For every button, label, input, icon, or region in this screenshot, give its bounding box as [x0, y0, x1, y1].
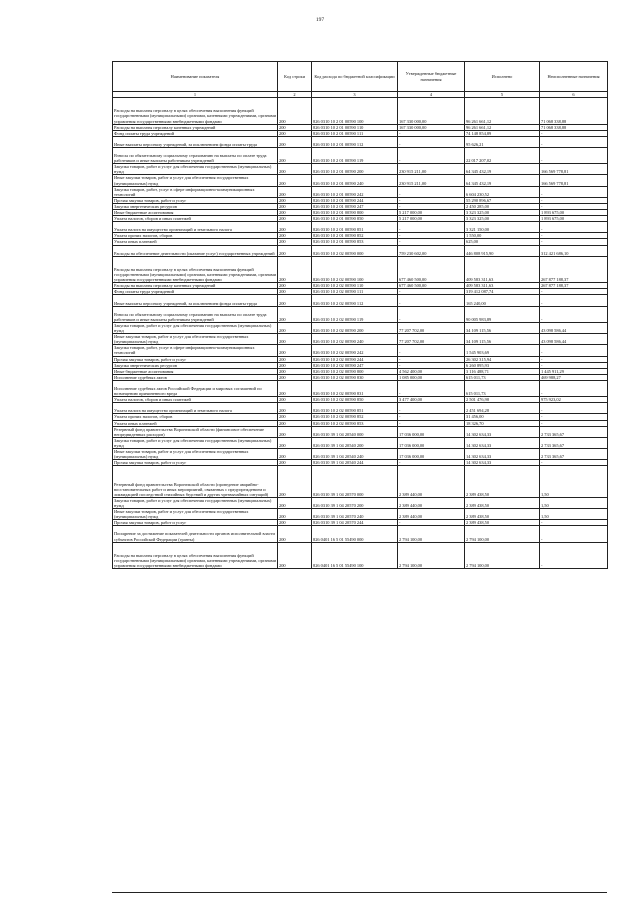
- budget-code-cell: 826 0310 39 1 04 20570 244: [312, 520, 398, 526]
- executed-amount-cell: 3 116 488,71: [465, 368, 540, 374]
- line-code-cell: 200: [278, 136, 312, 147]
- table-row: [113, 164, 608, 175]
- unexecuted-amount-cell: -: [540, 136, 608, 147]
- budget-code-cell: 826 0310 10 2 02 00590 000: [312, 245, 398, 256]
- indicator-name-cell: Расходы на выплаты персоналу в целях обеспечения выполнения функций государственными (муниципальными) органами, казенными учреждениями, органами управления государственными внебюджетными фондами: [113, 256, 278, 283]
- table-row: [113, 380, 608, 396]
- line-code-cell: 200: [278, 466, 312, 498]
- indicator-name-cell: Уплата иных платежей: [113, 239, 278, 245]
- indicator-name-cell: Иные закупки товаров, работ и услуг для обеспечения государственных (муниципальных) нужд: [113, 175, 278, 186]
- approved-amount-cell: 17 036 000,00: [398, 426, 465, 437]
- table-row: [113, 222, 608, 233]
- executed-amount-cell: 409 583 311,63: [465, 256, 540, 283]
- budget-code-cell: 826 0310 10 2 01 00590 242: [312, 186, 398, 197]
- executed-amount-cell: 2 389 438,50: [465, 466, 540, 498]
- approved-amount-cell: -: [398, 356, 465, 362]
- approved-amount-cell: 17 036 000,00: [398, 449, 465, 460]
- table-row: [113, 147, 608, 163]
- unexecuted-amount-cell: -: [540, 542, 608, 569]
- line-code-cell: 200: [278, 222, 312, 233]
- line-code-cell: 200: [278, 374, 312, 380]
- approved-amount-cell: 77 207 702,00: [398, 334, 465, 345]
- approved-amount-cell: 3 477 400,00: [398, 397, 465, 403]
- approved-amount-cell: 2 389 440,00: [398, 509, 465, 520]
- line-code-cell: 200: [278, 397, 312, 403]
- approved-amount-cell: 77 207 702,00: [398, 322, 465, 333]
- budget-code-cell: 826 0310 10 2 02 00590 100: [312, 256, 398, 283]
- indicator-name-cell: Иные закупки товаров, работ и услуг для обеспечения государственных (муниципальных) нужд: [113, 509, 278, 520]
- executed-amount-cell: 2 451 694,28: [465, 403, 540, 414]
- line-code-cell: 200: [278, 306, 312, 322]
- table-row: [113, 426, 608, 437]
- approved-amount-cell: 167 330 000,00: [398, 124, 465, 130]
- indicator-name-cell: Исполнение судебных актов Российской Федерации и мировых соглашений по возмещению причиненного вреда: [113, 380, 278, 396]
- indicator-name-cell: Расходы на выплаты персоналу в целях обеспечения выполнения функций государственными (муниципальными) органами, казенными учреждениями, органами управления государственными внебюджетными фондами: [113, 542, 278, 569]
- executed-amount-cell: 2 794 100,00: [465, 542, 540, 569]
- column-number: 3: [312, 92, 398, 98]
- executed-amount-cell: 34 109 115,56: [465, 334, 540, 345]
- approved-amount-cell: 230 915 211,00: [398, 175, 465, 186]
- unexecuted-amount-cell: 2 733 365,67: [540, 449, 608, 460]
- budget-code-cell: 826 0310 10 2 02 00590 240: [312, 334, 398, 345]
- unexecuted-amount-cell: -: [540, 414, 608, 420]
- budget-code-cell: 826 0401 16 5 01 55490 100: [312, 542, 398, 569]
- executed-amount-cell: 18 326,70: [465, 420, 540, 426]
- column-number: 6: [540, 92, 608, 98]
- table-row: [113, 542, 608, 569]
- unexecuted-amount-cell: 71 068 338,88: [540, 98, 608, 125]
- header-budget-code: Код расхода по бюджетной классификации: [312, 62, 398, 92]
- approved-amount-cell: -: [398, 295, 465, 306]
- budget-code-cell: 826 0310 10 2 02 00590 852: [312, 414, 398, 420]
- approved-amount-cell: 1 085 000,00: [398, 374, 465, 380]
- line-code-cell: 200: [278, 233, 312, 239]
- table-row: [113, 175, 608, 186]
- budget-code-cell: 826 0310 10 2 02 00590 244: [312, 356, 398, 362]
- indicator-name-cell: Закупка товаров, работ и услуг для обеспечения государственных (муниципальных) нужд: [113, 437, 278, 448]
- executed-amount-cell: 64 345 432,19: [465, 164, 540, 175]
- line-code-cell: 200: [278, 203, 312, 209]
- budget-code-cell: 826 0310 10 2 01 00590 851: [312, 222, 398, 233]
- column-number: 2: [278, 92, 312, 98]
- line-code-cell: 200: [278, 345, 312, 356]
- table-row: [113, 295, 608, 306]
- indicator-name-cell: Фонд оплаты труда учреждений: [113, 130, 278, 136]
- page-number: 197: [315, 17, 325, 23]
- indicator-name-cell: Иные бюджетные ассигнования: [113, 368, 278, 374]
- indicator-name-cell: Расходы на выплаты персоналу казенных учреждений: [113, 124, 278, 130]
- indicator-name-cell: Прочая закупка товаров, работ и услуг: [113, 197, 278, 203]
- unexecuted-amount-cell: -: [540, 233, 608, 239]
- unexecuted-amount-cell: -: [540, 147, 608, 163]
- unexecuted-amount-cell: -: [540, 186, 608, 197]
- unexecuted-amount-cell: 312 421 686,10: [540, 245, 608, 256]
- line-code-cell: 200: [278, 449, 312, 460]
- table-row: [113, 345, 608, 356]
- unexecuted-amount-cell: -: [540, 356, 608, 362]
- approved-amount-cell: 677 460 500,00: [398, 283, 465, 289]
- budget-code-cell: 826 0310 10 2 02 00590 247: [312, 362, 398, 368]
- header-approved: Утвержденные бюджетные назначения: [398, 62, 465, 92]
- approved-amount-cell: -: [398, 414, 465, 420]
- indicator-name-cell: Резервный фонд правительства Воронежской области (проведение аварийно-восстановительных работ и иных мероприятий, связанных с предупреждением и ликвидацией последствий стихийных бедствий и других чрезвычайных ситуаций): [113, 466, 278, 498]
- unexecuted-amount-cell: 71 068 338,88: [540, 124, 608, 130]
- executed-amount-cell: 14 302 634,33: [465, 460, 540, 466]
- unexecuted-amount-cell: -: [540, 295, 608, 306]
- budget-code-cell: 826 0310 10 2 02 00590 851: [312, 403, 398, 414]
- line-code-cell: 200: [278, 362, 312, 368]
- line-code-cell: 200: [278, 147, 312, 163]
- budget-code-cell: 826 0310 10 2 02 00590 200: [312, 322, 398, 333]
- approved-amount-cell: -: [398, 420, 465, 426]
- budget-code-cell: 826 0310 39 1 04 20540 244: [312, 460, 398, 466]
- budget-code-cell: 826 0310 10 2 01 00590 850: [312, 216, 398, 222]
- budget-code-cell: 826 0310 10 2 02 00590 800: [312, 368, 398, 374]
- unexecuted-amount-cell: -: [540, 345, 608, 356]
- approved-amount-cell: -: [398, 186, 465, 197]
- executed-amount-cell: 1 545 903,69: [465, 345, 540, 356]
- indicator-name-cell: Исполнение судебных актов: [113, 374, 278, 380]
- executed-amount-cell: 446 808 915,90: [465, 245, 540, 256]
- approved-amount-cell: 2 389 440,00: [398, 466, 465, 498]
- executed-amount-cell: 319 412 087,74: [465, 289, 540, 295]
- line-code-cell: 200: [278, 520, 312, 526]
- budget-code-cell: 826 0310 10 2 02 00590 831: [312, 380, 398, 396]
- executed-amount-cell: 14 302 634,33: [465, 449, 540, 460]
- unexecuted-amount-cell: 43 098 586,44: [540, 334, 608, 345]
- line-code-cell: 200: [278, 256, 312, 283]
- line-code-cell: 200: [278, 124, 312, 130]
- approved-amount-cell: -: [398, 403, 465, 414]
- table-row: [113, 497, 608, 508]
- executed-amount-cell: 95 626,21: [465, 136, 540, 147]
- executed-amount-cell: 615 011,73: [465, 380, 540, 396]
- table-row: [113, 256, 608, 283]
- budget-code-cell: 826 0401 16 5 01 55490 000: [312, 526, 398, 542]
- unexecuted-amount-cell: 267 877 188,37: [540, 256, 608, 283]
- executed-amount-cell: 2 389 438,50: [465, 497, 540, 508]
- executed-amount-cell: 165 240,00: [465, 295, 540, 306]
- line-code-cell: 200: [278, 542, 312, 569]
- budget-code-cell: 826 0310 10 2 01 00590 111: [312, 130, 398, 136]
- executed-amount-cell: 2 794 100,00: [465, 526, 540, 542]
- executed-amount-cell: 14 302 634,33: [465, 437, 540, 448]
- unexecuted-amount-cell: -: [540, 289, 608, 295]
- line-code-cell: 200: [278, 239, 312, 245]
- budget-execution-table: [112, 61, 608, 569]
- budget-code-cell: 826 0310 10 2 01 00590 853: [312, 239, 398, 245]
- budget-code-cell: 826 0310 39 1 04 20540 000: [312, 426, 398, 437]
- executed-amount-cell: 26 302 315,94: [465, 356, 540, 362]
- executed-amount-cell: 34 109 115,56: [465, 322, 540, 333]
- indicator-name-cell: Прочая закупка товаров, работ и услуг: [113, 356, 278, 362]
- approved-amount-cell: -: [398, 520, 465, 526]
- unexecuted-amount-cell: 1 893 675,00: [540, 210, 608, 216]
- indicator-name-cell: Взносы по обязательному социальному страхованию на выплаты по оплате труда работников и иные выплаты работникам учреждений: [113, 147, 278, 163]
- executed-amount-cell: 64 345 432,19: [465, 175, 540, 186]
- executed-amount-cell: 6 260 895,93: [465, 362, 540, 368]
- executed-amount-cell: 2 389 438,50: [465, 520, 540, 526]
- line-code-cell: 200: [278, 437, 312, 448]
- unexecuted-amount-cell: -: [540, 197, 608, 203]
- line-code-cell: 200: [278, 380, 312, 396]
- budget-code-cell: 826 0310 39 1 04 20540 240: [312, 449, 398, 460]
- executed-amount-cell: 3 323 325,00: [465, 210, 540, 216]
- executed-amount-cell: 74 148 854,89: [465, 130, 540, 136]
- indicator-name-cell: Уплата налога на имущество организаций и земельного налога: [113, 222, 278, 233]
- line-code-cell: 200: [278, 210, 312, 216]
- approved-amount-cell: -: [398, 197, 465, 203]
- line-code-cell: 200: [278, 295, 312, 306]
- budget-code-cell: 826 0310 10 2 02 00590 111: [312, 289, 398, 295]
- table-row: [113, 322, 608, 333]
- executed-amount-cell: 31 456,00: [465, 414, 540, 420]
- executed-amount-cell: 2 450 285,00: [465, 203, 540, 209]
- indicator-name-cell: Уплата налогов, сборов и иных платежей: [113, 216, 278, 222]
- line-code-cell: 200: [278, 526, 312, 542]
- unexecuted-amount-cell: -: [540, 520, 608, 526]
- indicator-name-cell: Уплата прочих налогов, сборов: [113, 414, 278, 420]
- approved-amount-cell: 167 330 000,00: [398, 98, 465, 125]
- budget-code-cell: 826 0310 10 2 01 00590 112: [312, 136, 398, 147]
- budget-code-cell: 826 0310 10 2 01 00590 100: [312, 98, 398, 125]
- indicator-name-cell: Закупка энергетических ресурсов: [113, 203, 278, 209]
- budget-code-cell: 826 0310 10 2 02 00590 112: [312, 295, 398, 306]
- table-row: [113, 403, 608, 414]
- table-body: [113, 98, 608, 569]
- indicator-name-cell: Уплата иных платежей: [113, 420, 278, 426]
- approved-amount-cell: 2 794 100,00: [398, 526, 465, 542]
- header-unexecuted: Неисполненные назначения: [540, 62, 608, 92]
- approved-amount-cell: 4 562 400,00: [398, 368, 465, 374]
- line-code-cell: 200: [278, 356, 312, 362]
- indicator-name-cell: Закупка товаров, работ и услуг для обеспечения государственных (муниципальных) нужд: [113, 497, 278, 508]
- line-code-cell: 200: [278, 283, 312, 289]
- line-code-cell: 200: [278, 130, 312, 136]
- table-row: [113, 186, 608, 197]
- approved-amount-cell: 677 460 500,00: [398, 256, 465, 283]
- unexecuted-amount-cell: 2 733 365,67: [540, 437, 608, 448]
- line-code-cell: 200: [278, 197, 312, 203]
- indicator-name-cell: Фонд оплаты труда учреждений: [113, 289, 278, 295]
- indicator-name-cell: Уплата налога на имущество организаций и земельного налога: [113, 403, 278, 414]
- line-code-cell: 200: [278, 334, 312, 345]
- table-row: [113, 466, 608, 498]
- indicator-name-cell: Закупка товаров, работ, услуг в сфере информационно-коммуникационных технологий: [113, 345, 278, 356]
- unexecuted-amount-cell: -: [540, 362, 608, 368]
- indicator-name-cell: Прочая закупка товаров, работ и услуг: [113, 520, 278, 526]
- executed-amount-cell: 55 290 896,67: [465, 197, 540, 203]
- budget-code-cell: 826 0310 39 1 04 20570 240: [312, 509, 398, 520]
- unexecuted-amount-cell: 166 569 778,81: [540, 175, 608, 186]
- budget-code-cell: 826 0310 10 2 02 00590 119: [312, 306, 398, 322]
- executed-amount-cell: 2 389 438,50: [465, 509, 540, 520]
- line-code-cell: 200: [278, 403, 312, 414]
- indicator-name-cell: Расходы на выплаты персоналу казенных учреждений: [113, 283, 278, 289]
- unexecuted-amount-cell: 1,50: [540, 509, 608, 520]
- unexecuted-amount-cell: -: [540, 239, 608, 245]
- line-code-cell: 200: [278, 289, 312, 295]
- unexecuted-amount-cell: -: [540, 130, 608, 136]
- line-code-cell: 200: [278, 164, 312, 175]
- line-code-cell: 200: [278, 245, 312, 256]
- approved-amount-cell: 5 217 000,00: [398, 216, 465, 222]
- budget-code-cell: 826 0310 10 2 02 00590 850: [312, 397, 398, 403]
- unexecuted-amount-cell: -: [540, 380, 608, 396]
- approved-amount-cell: -: [398, 136, 465, 147]
- approved-amount-cell: 230 915 211,00: [398, 164, 465, 175]
- approved-amount-cell: -: [398, 147, 465, 163]
- indicator-name-cell: Закупка товаров, работ и услуг для обеспечения государственных (муниципальных) нужд: [113, 322, 278, 333]
- budget-code-cell: 826 0310 10 2 02 00590 853: [312, 420, 398, 426]
- approved-amount-cell: 2 389 440,00: [398, 497, 465, 508]
- approved-amount-cell: -: [398, 460, 465, 466]
- line-code-cell: 200: [278, 460, 312, 466]
- line-code-cell: 200: [278, 216, 312, 222]
- table-header-row: [113, 62, 608, 92]
- unexecuted-amount-cell: 166 569 778,81: [540, 164, 608, 175]
- executed-amount-cell: 90 005 983,89: [465, 306, 540, 322]
- line-code-cell: 200: [278, 186, 312, 197]
- executed-amount-cell: 1 550,00: [465, 233, 540, 239]
- indicator-name-cell: Иные выплаты персоналу учреждений, за исключением фонда оплаты труда: [113, 136, 278, 147]
- indicator-name-cell: Закупка товаров, работ, услуг в сфере информационно-коммуникационных технологий: [113, 186, 278, 197]
- approved-amount-cell: -: [398, 362, 465, 368]
- table-row: [113, 245, 608, 256]
- unexecuted-amount-cell: 1,50: [540, 497, 608, 508]
- executed-amount-cell: 14 302 634,33: [465, 426, 540, 437]
- budget-code-cell: 826 0310 10 2 01 00590 110: [312, 124, 398, 130]
- indicator-name-cell: Расходы на выплаты персоналу в целях обеспечения выполнения функций государственными (муниципальными) органами, казенными учреждениями, органами управления государственными внебюджетными фондами: [113, 98, 278, 125]
- table-row: [113, 449, 608, 460]
- indicator-name-cell: Уплата налогов, сборов и иных платежей: [113, 397, 278, 403]
- table-row: [113, 509, 608, 520]
- budget-code-cell: 826 0310 39 1 04 20570 200: [312, 497, 398, 508]
- indicator-name-cell: Иные закупки товаров, работ и услуг для обеспечения государственных (муниципальных) нужд: [113, 449, 278, 460]
- line-code-cell: 200: [278, 509, 312, 520]
- indicator-name-cell: Прочая закупка товаров, работ и услуг: [113, 460, 278, 466]
- unexecuted-amount-cell: 1 893 675,00: [540, 216, 608, 222]
- budget-code-cell: 826 0310 10 2 01 00590 240: [312, 175, 398, 186]
- line-code-cell: 200: [278, 322, 312, 333]
- executed-amount-cell: 6 604 230,52: [465, 186, 540, 197]
- budget-code-cell: 826 0310 10 2 01 00590 852: [312, 233, 398, 239]
- budget-code-cell: 826 0310 10 2 02 00590 110: [312, 283, 398, 289]
- approved-amount-cell: -: [398, 239, 465, 245]
- executed-amount-cell: 96 261 661,12: [465, 98, 540, 125]
- table-row: [113, 306, 608, 322]
- unexecuted-amount-cell: -: [540, 222, 608, 233]
- executed-amount-cell: 22 017 207,02: [465, 147, 540, 163]
- indicator-name-cell: Закупка товаров, работ и услуг для обеспечения государственных (муниципальных) нужд: [113, 164, 278, 175]
- budget-code-cell: 826 0310 10 2 01 00590 247: [312, 203, 398, 209]
- unexecuted-amount-cell: 43 098 586,44: [540, 322, 608, 333]
- budget-code-cell: 826 0310 10 2 01 00590 800: [312, 210, 398, 216]
- line-code-cell: 200: [278, 420, 312, 426]
- unexecuted-amount-cell: 975 923,02: [540, 397, 608, 403]
- indicator-name-cell: Резервный фонд правительства Воронежской области (финансовое обеспечение непредвиденных расходов): [113, 426, 278, 437]
- unexecuted-amount-cell: -: [540, 460, 608, 466]
- unexecuted-amount-cell: -: [540, 306, 608, 322]
- executed-amount-cell: 615 011,73: [465, 374, 540, 380]
- unexecuted-amount-cell: 469 988,27: [540, 374, 608, 380]
- unexecuted-amount-cell: 2 733 365,67: [540, 426, 608, 437]
- table-row: [113, 136, 608, 147]
- indicator-name-cell: Уплата прочих налогов, сборов: [113, 233, 278, 239]
- header-indicator-name: Наименование показателя: [113, 62, 278, 92]
- budget-code-cell: 826 0310 10 2 01 00590 200: [312, 164, 398, 175]
- approved-amount-cell: 2 794 100,00: [398, 542, 465, 569]
- approved-amount-cell: -: [398, 130, 465, 136]
- approved-amount-cell: -: [398, 289, 465, 295]
- header-line-code: Код строки: [278, 62, 312, 92]
- approved-amount-cell: 17 036 000,00: [398, 437, 465, 448]
- unexecuted-amount-cell: -: [540, 203, 608, 209]
- table-row: [113, 334, 608, 345]
- table-row: [113, 437, 608, 448]
- indicator-name-cell: Расходы на обеспечение деятельности (оказание услуг) государственных учреждений: [113, 245, 278, 256]
- indicator-name-cell: Взносы по обязательному социальному страхованию на выплаты по оплате труда работников и иные выплаты работникам учреждений: [113, 306, 278, 322]
- column-number: 4: [398, 92, 465, 98]
- approved-amount-cell: -: [398, 306, 465, 322]
- approved-amount-cell: 5 217 000,00: [398, 210, 465, 216]
- line-code-cell: 200: [278, 426, 312, 437]
- approved-amount-cell: 759 230 602,00: [398, 245, 465, 256]
- column-number: 1: [113, 92, 278, 98]
- unexecuted-amount-cell: 1,50: [540, 466, 608, 498]
- indicator-name-cell: Иные закупки товаров, работ и услуг для обеспечения государственных (муниципальных) нужд: [113, 334, 278, 345]
- indicator-name-cell: Иные выплаты персоналу учреждений, за исключением фонда оплаты труда: [113, 295, 278, 306]
- approved-amount-cell: -: [398, 203, 465, 209]
- header-executed: Исполнено: [465, 62, 540, 92]
- budget-code-cell: 826 0310 10 2 02 00590 242: [312, 345, 398, 356]
- line-code-cell: 200: [278, 175, 312, 186]
- line-code-cell: 200: [278, 497, 312, 508]
- unexecuted-amount-cell: -: [540, 420, 608, 426]
- approved-amount-cell: -: [398, 345, 465, 356]
- line-code-cell: 200: [278, 414, 312, 420]
- indicator-name-cell: Закупка энергетических ресурсов: [113, 362, 278, 368]
- approved-amount-cell: -: [398, 233, 465, 239]
- budget-code-cell: 826 0310 39 1 04 20570 000: [312, 466, 398, 498]
- footer-rule: [112, 892, 607, 893]
- approved-amount-cell: -: [398, 380, 465, 396]
- executed-amount-cell: 409 583 311,63: [465, 283, 540, 289]
- budget-code-cell: 826 0310 10 2 01 00590 244: [312, 197, 398, 203]
- executed-amount-cell: 2 501 476,98: [465, 397, 540, 403]
- unexecuted-amount-cell: -: [540, 403, 608, 414]
- budget-code-cell: 826 0310 10 2 01 00590 119: [312, 147, 398, 163]
- unexecuted-amount-cell: 267 877 188,37: [540, 283, 608, 289]
- indicator-name-cell: Иные бюджетные ассигнования: [113, 210, 278, 216]
- indicator-name-cell: Поощрение за достижение показателей деятельности органов исполнительной власти субъектов Российской Федерации (гранты): [113, 526, 278, 542]
- line-code-cell: 200: [278, 368, 312, 374]
- executed-amount-cell: 96 261 661,12: [465, 124, 540, 130]
- table-row: [113, 526, 608, 542]
- column-number: 5: [465, 92, 540, 98]
- unexecuted-amount-cell: -: [540, 526, 608, 542]
- table-row: [113, 98, 608, 125]
- budget-code-cell: 826 0310 10 2 02 00590 830: [312, 374, 398, 380]
- executed-amount-cell: 3 323 325,00: [465, 216, 540, 222]
- executed-amount-cell: 625,00: [465, 239, 540, 245]
- line-code-cell: 200: [278, 98, 312, 125]
- unexecuted-amount-cell: 1 445 911,29: [540, 368, 608, 374]
- approved-amount-cell: -: [398, 222, 465, 233]
- executed-amount-cell: 3 321 150,00: [465, 222, 540, 233]
- budget-code-cell: 826 0310 39 1 04 20540 200: [312, 437, 398, 448]
